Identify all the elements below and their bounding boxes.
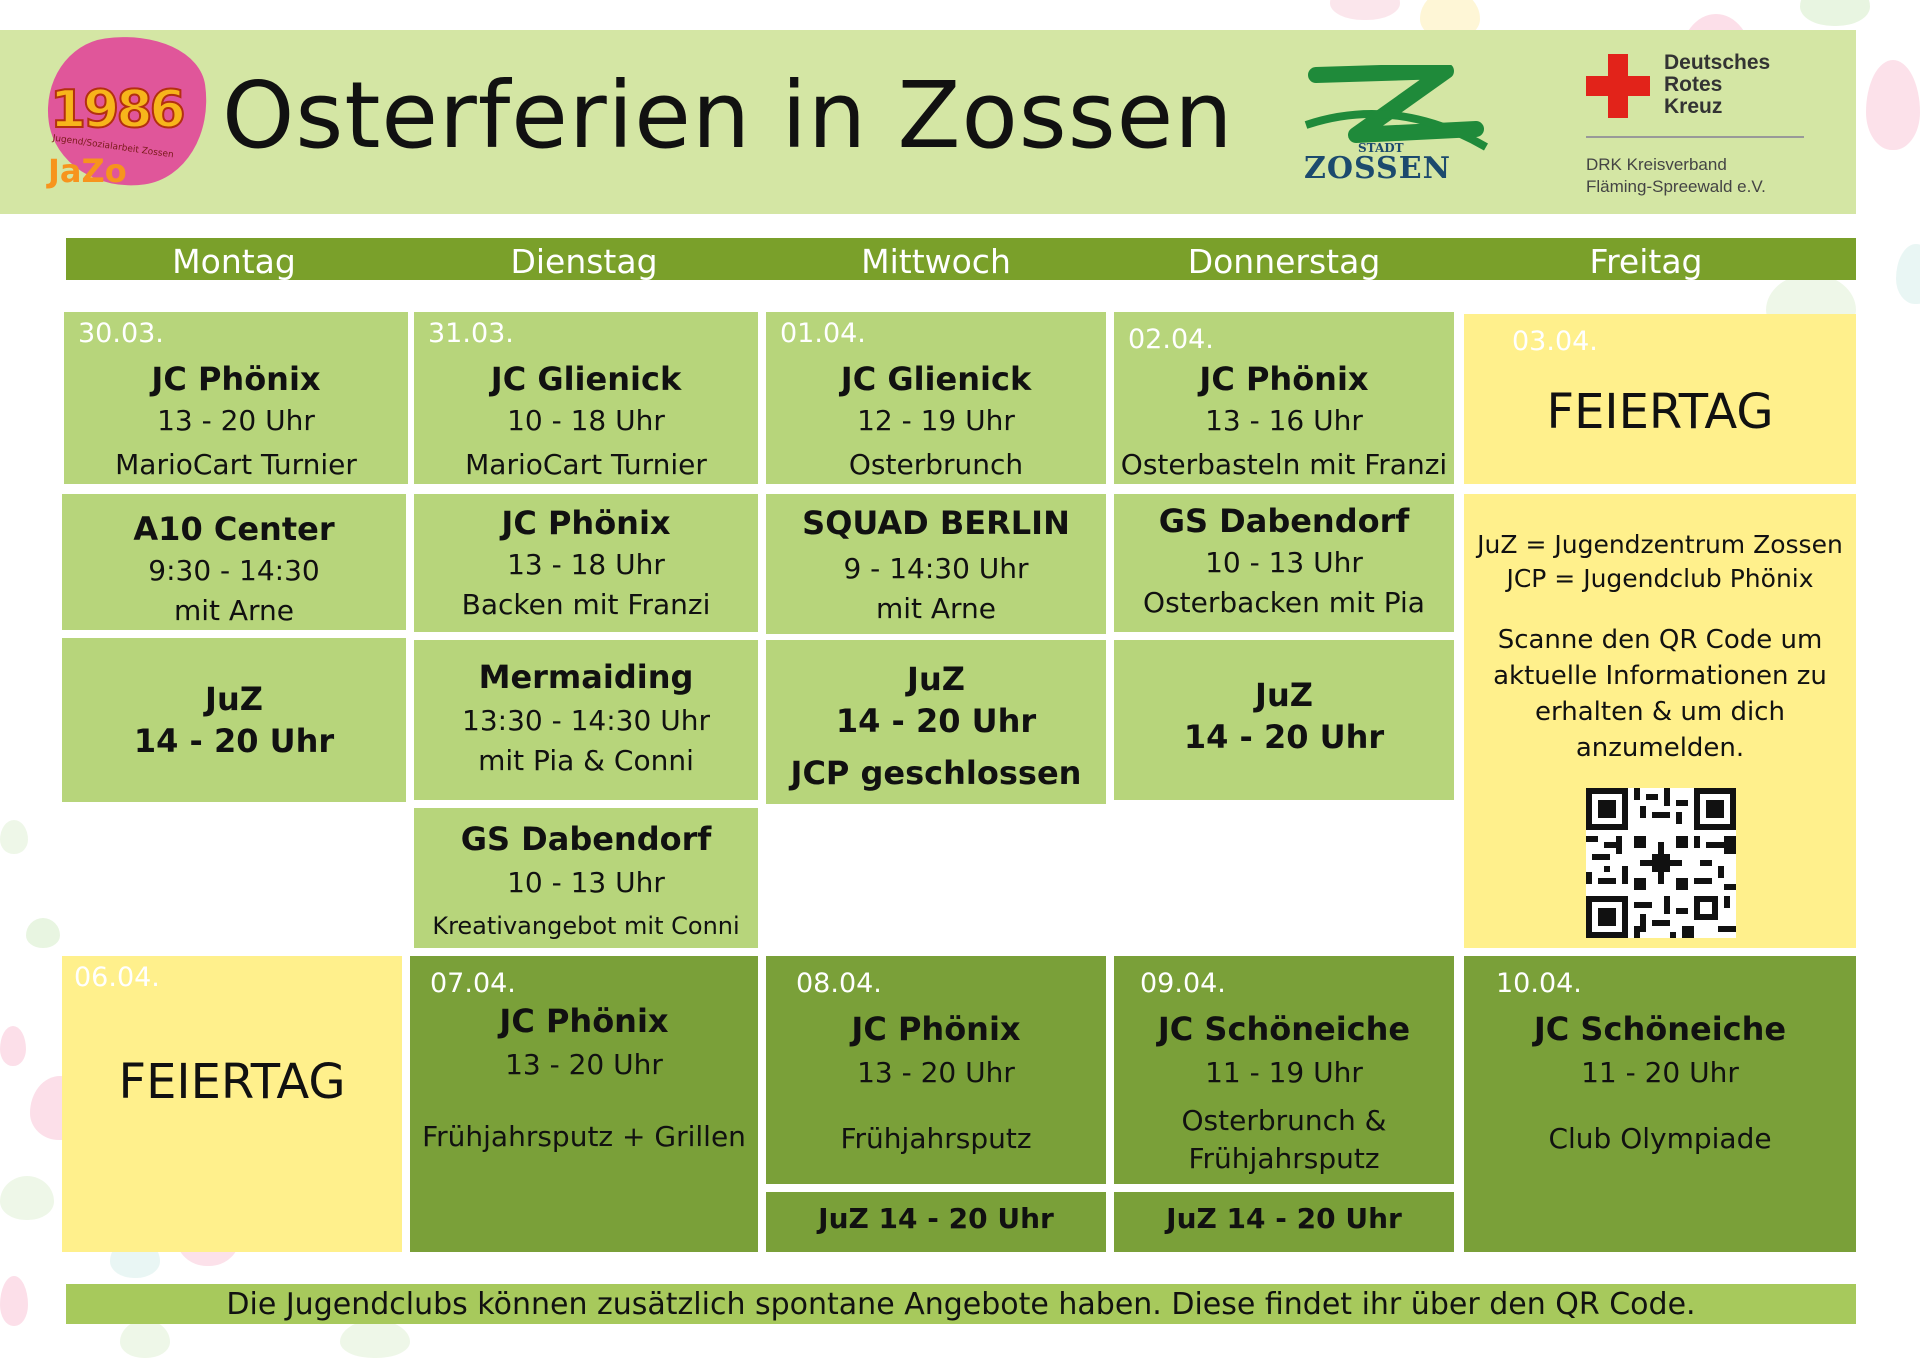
easter-egg-decoration: [1866, 60, 1920, 150]
legend-juz: JuZ = Jugendzentrum Zossen: [1477, 530, 1843, 559]
day-tuesday: Dienstag: [510, 242, 658, 281]
holiday-card: 06.04. FEIERTAG: [62, 956, 402, 1252]
event-card: 02.04. JC Phönix 13 - 16 Uhr Osterbasteln mit Franzi: [1114, 312, 1454, 484]
day-thursday: Donnerstag: [1187, 242, 1381, 281]
event-card: A10 Center 9:30 - 14:30 mit Arne: [62, 494, 406, 630]
event-card: GS Dabendorf 10 - 13 Uhr Kreativangebot mit Conni: [414, 808, 758, 948]
stadt-zossen-logo: STADT ZOSSEN: [1296, 65, 1496, 185]
event-card: JC Phönix 13 - 18 Uhr Backen mit Franzi: [414, 494, 758, 632]
event-card: 09.04. JC Schöneiche 11 - 19 Uhr Osterbrunch & Frühjahrsputz: [1114, 956, 1454, 1184]
day-monday: Montag: [172, 242, 296, 281]
qr-code[interactable]: [1586, 788, 1736, 938]
day-friday: Freitag: [1589, 242, 1703, 281]
easter-egg-decoration: [0, 1176, 54, 1220]
event-card: JuZ 14 - 20 Uhr: [766, 1192, 1106, 1252]
event-card: 01.04. JC Glienick 12 - 19 Uhr Osterbrunch: [766, 312, 1106, 484]
event-card: JuZ 14 - 20 Uhr: [1114, 1192, 1454, 1252]
event-card: 30.03. JC Phönix 13 - 20 Uhr MarioCart Turnier: [64, 312, 408, 484]
easter-egg-decoration: [1896, 244, 1920, 304]
event-card: JuZ 14 - 20 Uhr: [62, 638, 406, 802]
event-card: JuZ 14 - 20 Uhr: [1114, 640, 1454, 800]
qr-instructions: Scanne den QR Code um aktuelle Informationen zu erhalten & um dich anzumelden.: [1493, 625, 1827, 763]
event-card: Mermaiding 13:30 - 14:30 Uhr mit Pia & Conni: [414, 640, 758, 800]
easter-egg-decoration: [0, 1026, 26, 1066]
page-title: Osterferien in Zossen: [222, 62, 1234, 169]
event-card: 31.03. JC Glienick 10 - 18 Uhr MarioCart Turnier: [414, 312, 758, 484]
red-cross-icon: [1586, 54, 1650, 118]
event-card: SQUAD BERLIN 9 - 14:30 Uhr mit Arne: [766, 494, 1106, 634]
footer-note: Die Jugendclubs können zusätzlich spontane Angebote haben. Diese findet ihr über den QR Code.: [66, 1284, 1856, 1324]
easter-egg-decoration: [340, 1320, 410, 1358]
easter-egg-decoration: [1330, 0, 1400, 20]
event-card: GS Dabendorf 10 - 13 Uhr Osterbacken mit Pia: [1114, 494, 1454, 632]
easter-egg-decoration: [0, 820, 28, 854]
qr-code-icon: [1586, 788, 1736, 938]
drk-logo: Deutsches Rotes Kreuz DRK Kreisverband Fläming-Spreewald e.V.: [1586, 52, 1806, 202]
day-wednesday: Mittwoch: [861, 242, 1011, 281]
legend-jcp: JCP = Jugendclub Phönix: [1506, 564, 1814, 593]
event-card: 08.04. JC Phönix 13 - 20 Uhr Frühjahrsputz: [766, 956, 1106, 1184]
event-card: 07.04. JC Phönix 13 - 20 Uhr Frühjahrsputz + Grillen: [410, 956, 758, 1252]
easter-egg-decoration: [1800, 0, 1870, 26]
easter-egg-decoration: [26, 918, 60, 948]
event-card: 10.04. JC Schöneiche 11 - 20 Uhr Club Olympiade: [1464, 956, 1856, 1252]
holiday-card: 03.04. FEIERTAG: [1464, 314, 1856, 484]
easter-egg-decoration: [120, 1320, 170, 1358]
jazo-logo: 1986 Jugend/Sozialarbeit Zossen JaZo: [40, 30, 220, 205]
easter-egg-decoration: [0, 1276, 28, 1326]
event-card: JuZ 14 - 20 Uhr JCP geschlossen: [766, 640, 1106, 804]
